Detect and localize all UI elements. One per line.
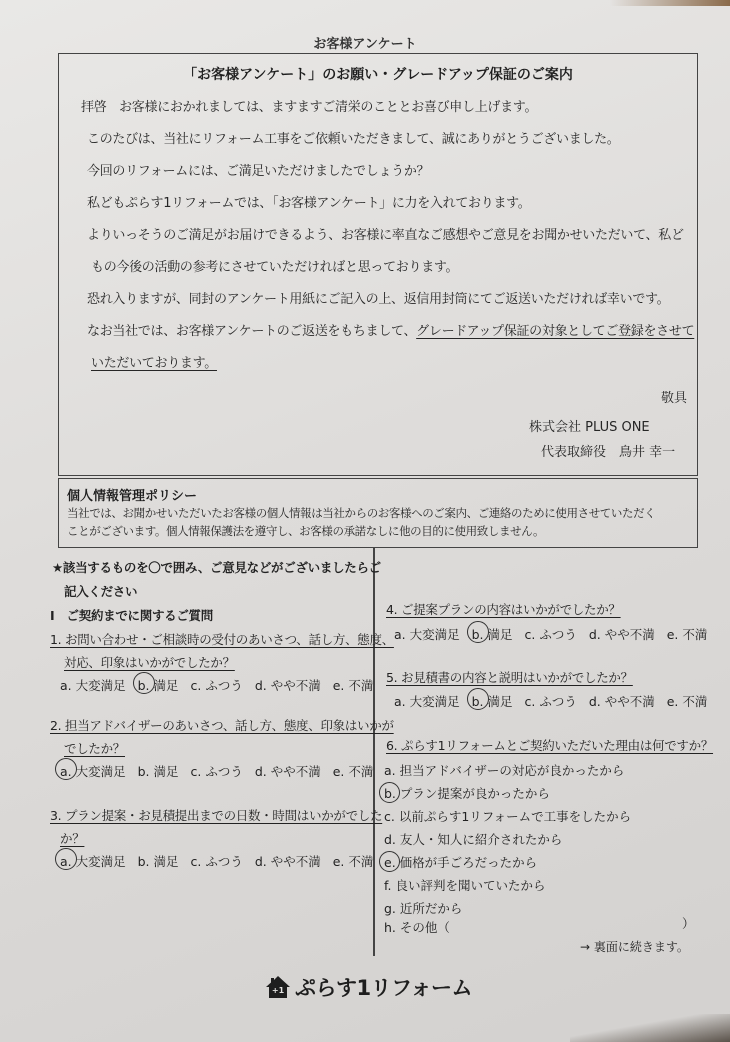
page-title: お客様アンケート: [313, 37, 417, 52]
letter-line: 今回のリフォームには、ご満足いただけましたでしょうか？: [87, 164, 430, 179]
question-5-title: 5. お見積書の内容と説明はいかがでしたか？: [386, 670, 633, 685]
section-title: Ⅰ ご契約までに関するご質問: [50, 608, 213, 623]
survey-instruction: ★該当するものを〇で囲み、ご意見などがございましたらご: [52, 560, 381, 575]
option-d[interactable]: d. やや不満: [588, 627, 655, 642]
option-e[interactable]: e. 不満: [666, 627, 708, 642]
option-e[interactable]: e. 不満: [666, 694, 708, 709]
option-d[interactable]: d. やや不満: [254, 764, 321, 779]
column-divider: [373, 548, 375, 956]
closing-keigu: 敬具: [660, 391, 687, 406]
question-4-title: 4. ご提案プランの内容はいかがでしたか？: [386, 602, 621, 617]
letter-line-prefix: なお当社では、お客様アンケートのご返送をもちまして、: [87, 324, 417, 339]
survey-instruction-cont: 記入ください: [64, 584, 138, 599]
letter-line: 恐れ入りますが、同封のアンケート用紙にご記入の上、返信用封筒にてご返送いただければ幸いです。: [87, 292, 670, 307]
privacy-policy-title: 個人情報管理ポリシー: [67, 489, 198, 504]
question-1-title-cont: 対応、印象はいかがでしたか？: [64, 655, 235, 670]
question-5-options: [394, 692, 707, 710]
option-d[interactable]: d. やや不満: [254, 678, 321, 693]
letter-line: 拝啓 お客様におかれましては、ますますご清栄のこととお喜び申し上げます。: [81, 100, 538, 115]
option-a-selected[interactable]: a. 大変満足: [60, 764, 126, 779]
option-b-selected[interactable]: b. 満足: [471, 627, 513, 642]
reason-a[interactable]: a. 担当アドバイザーの対応が良かったから: [384, 763, 625, 778]
option-d[interactable]: d. やや不満: [254, 854, 321, 869]
guarantee-emphasis-cont: いただいております。: [91, 356, 217, 371]
question-3-title-cont: か？: [60, 831, 85, 846]
brand-logo: [265, 972, 472, 1002]
question-4-options: [394, 625, 707, 643]
option-c[interactable]: c. ふつう: [524, 694, 577, 709]
reason-f[interactable]: f. 良い評判を聞いていたから: [384, 878, 546, 893]
option-b[interactable]: b. 満足: [137, 854, 179, 869]
question-3-title: 3. プラン提案・お見積提出までの日数・時間はいかがでした: [50, 808, 383, 823]
option-d[interactable]: d. やや不満: [588, 694, 655, 709]
option-e[interactable]: e. 不満: [332, 854, 374, 869]
background-shadow: [570, 1014, 730, 1042]
letter-line: よりいっそうのご満足がお届けできるよう、お客様に率直なご感想やご意見をお聞かせいただいて、私ど: [87, 228, 684, 243]
privacy-policy-box: [58, 478, 698, 548]
question-1-options: [60, 676, 373, 694]
option-a[interactable]: a. 大変満足: [60, 678, 126, 693]
reason-c[interactable]: c. 以前ぷらす1リフォームで工事をしたから: [384, 809, 632, 824]
svg-text:+1: +1: [271, 986, 285, 995]
continue-on-back-note: → 裏面に続きます。: [580, 940, 689, 954]
letter-line: このたびは、当社にリフォーム工事をご依頼いただきまして、誠にありがとうございました。: [87, 132, 620, 147]
option-c[interactable]: c. ふつう: [190, 854, 243, 869]
question-2-options: [60, 762, 373, 780]
house-plus1-icon: [265, 974, 291, 1000]
option-b-selected[interactable]: b. 満足: [137, 678, 179, 693]
company-name: 株式会社 PLUS ONE: [529, 420, 650, 435]
reason-h-other[interactable]: h. その他（: [384, 920, 450, 935]
option-b-selected[interactable]: b. 満足: [471, 694, 513, 709]
reason-d[interactable]: d. 友人・知人に紹介されたから: [384, 832, 563, 847]
question-2-title: 2. 担当アドバイザーのあいさつ、話し方、態度、印象はいかが: [50, 718, 394, 733]
letter-box: [58, 53, 698, 476]
question-2-title-cont: でしたか？: [64, 741, 126, 756]
privacy-policy-text: ことがございます。個人情報保護法を遵守し、お客様の承諾なしに他の目的に使用致しません。: [67, 524, 545, 538]
option-b[interactable]: b. 満足: [137, 764, 179, 779]
guarantee-emphasis: グレードアップ保証の対象としてご登録をさせて: [416, 324, 695, 339]
option-a[interactable]: a. 大変満足: [394, 627, 460, 642]
other-close-paren: ）: [682, 916, 695, 931]
option-a[interactable]: a. 大変満足: [394, 694, 460, 709]
question-1-title: 1. お問い合わせ・ご相談時の受付のあいさつ、話し方、態度、: [50, 632, 394, 647]
option-a-selected[interactable]: a. 大変満足: [60, 854, 126, 869]
reason-b-selected[interactable]: b. プラン提案が良かったから: [384, 786, 550, 801]
letter-line-guarantee: [87, 320, 694, 339]
option-e[interactable]: e. 不満: [332, 678, 374, 693]
letter-line: もの今後の活動の参考にさせていただければと思っております。: [91, 260, 459, 275]
background-table-edge: [610, 0, 730, 6]
representative-name: 代表取締役 鳥井 幸一: [541, 445, 676, 460]
reason-e-selected[interactable]: e. 価格が手ごろだったから: [384, 855, 538, 870]
privacy-policy-text: 当社では、お聞かせいただいたお客様の個人情報は当社からのお客様へのご案内、ご連絡のために使用させていただく: [67, 506, 656, 520]
letter-heading: 「お客様アンケート」のお願い・グレードアップ保証のご案内: [183, 67, 573, 83]
option-c[interactable]: c. ふつう: [190, 764, 243, 779]
option-c[interactable]: c. ふつう: [524, 627, 577, 642]
option-c[interactable]: c. ふつう: [190, 678, 243, 693]
brand-name: ぷらす1リフォーム: [295, 976, 473, 1000]
reason-g[interactable]: g. 近所だから: [384, 901, 463, 916]
question-6-title: 6. ぷらす1リフォームとご契約いただいた理由は何ですか？: [386, 738, 714, 753]
option-e[interactable]: e. 不満: [332, 764, 374, 779]
question-3-options: [60, 852, 373, 870]
letter-line: 私どもぷらす1リフォームでは、「お客様アンケート」に力を入れております。: [87, 196, 531, 211]
